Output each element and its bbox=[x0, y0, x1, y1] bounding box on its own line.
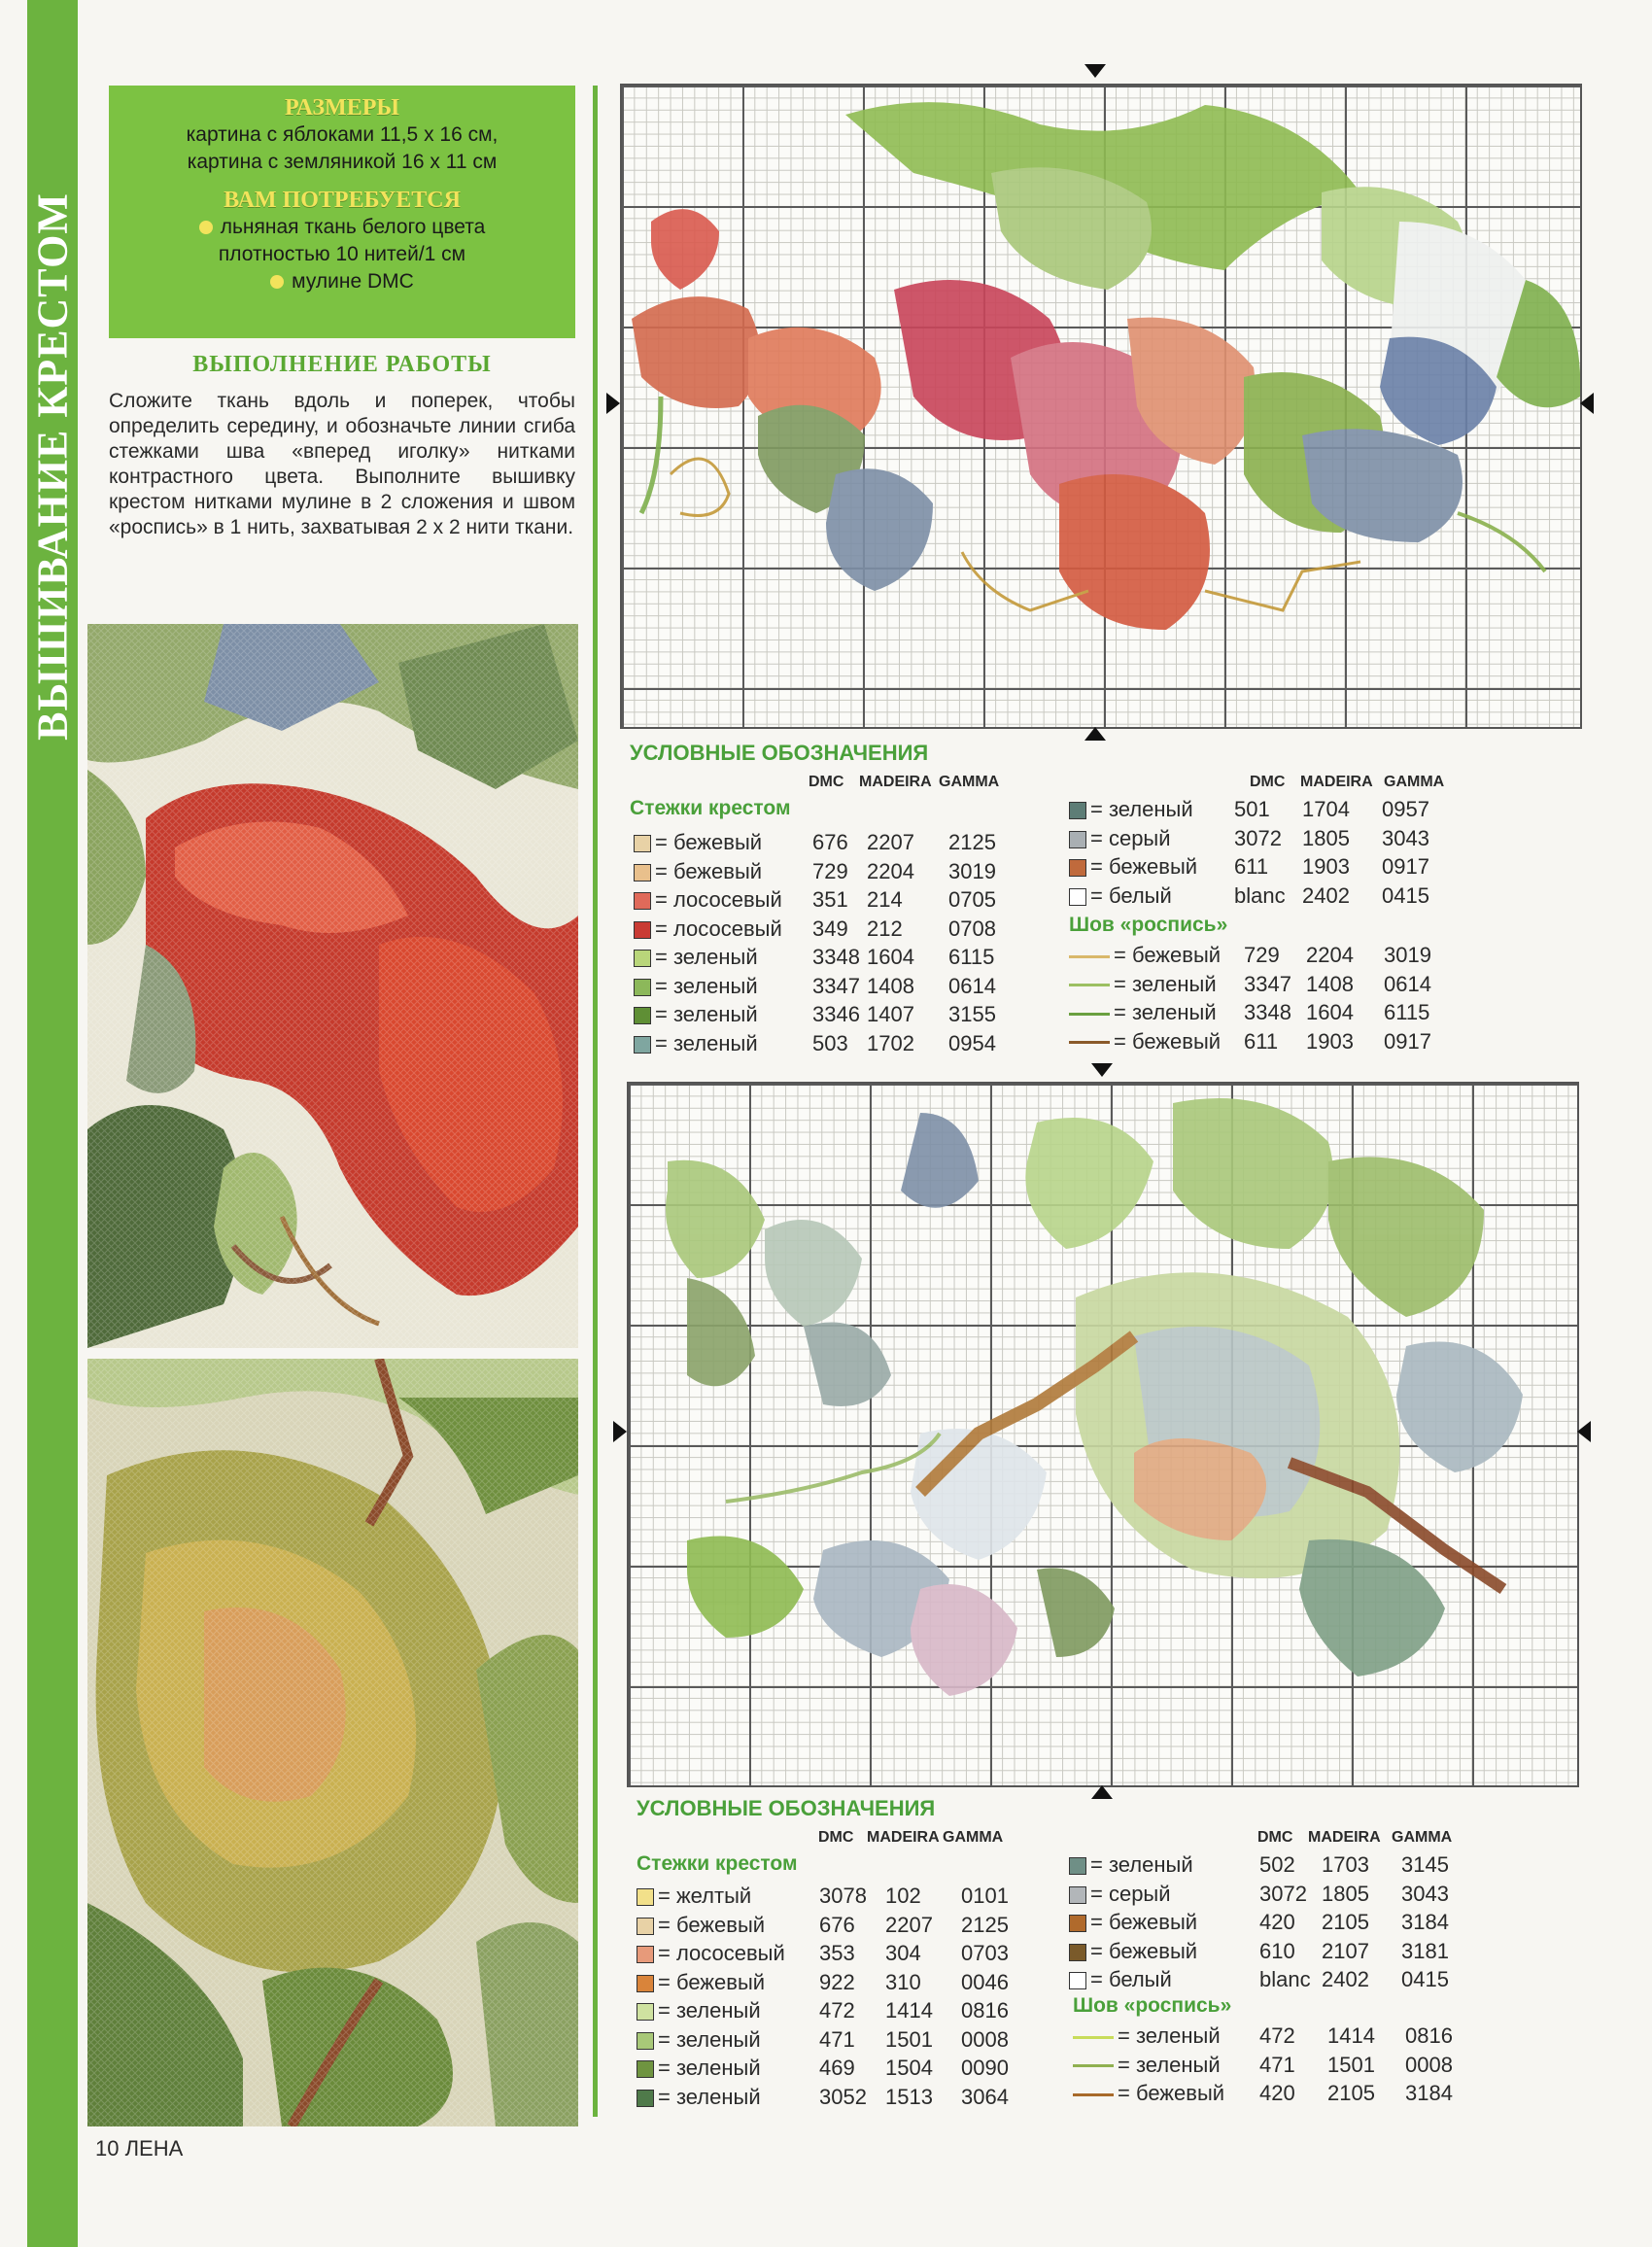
thread-code-madeira: 102 bbox=[885, 1884, 921, 1908]
legend1-back-title: Шов «роспись» bbox=[1069, 914, 1228, 936]
backstitch-line-icon bbox=[1069, 955, 1110, 958]
thread-code-madeira: 1504 bbox=[885, 2056, 933, 2080]
thread-code-gamma: 2125 bbox=[948, 830, 996, 854]
legend-row bbox=[1069, 1028, 1431, 1057]
legend-row bbox=[637, 1941, 1009, 1969]
legend2-col-dmc-r: DMC bbox=[1257, 1829, 1293, 1846]
legend-row bbox=[634, 973, 996, 1002]
stitch-symbol-icon bbox=[637, 2032, 654, 2050]
thread-code-gamma: 2125 bbox=[961, 1912, 1009, 1937]
thread-code-dmc: 3347 bbox=[1244, 971, 1291, 996]
legend-row bbox=[1069, 1910, 1449, 1938]
center-marker-icon bbox=[1580, 393, 1594, 414]
thread-code-dmc: 922 bbox=[819, 1969, 855, 1994]
thread-code-dmc: 351 bbox=[812, 887, 848, 912]
legend-row bbox=[637, 1998, 1009, 2026]
need-item-2: мулине DMC bbox=[109, 268, 575, 295]
thread-color-name: = зеленый bbox=[1090, 797, 1193, 821]
thread-code-madeira: 310 bbox=[885, 1969, 921, 1994]
thread-code-gamma: 3019 bbox=[948, 858, 996, 883]
thread-code-gamma: 0046 bbox=[961, 1969, 1009, 1994]
thread-code-dmc: 420 bbox=[1259, 2081, 1295, 2105]
thread-color-name: = бежевый bbox=[1114, 1028, 1222, 1054]
thread-code-dmc: 349 bbox=[812, 916, 848, 941]
stitch-symbol-icon bbox=[1069, 1886, 1086, 1904]
legend1-col-dmc: DMC bbox=[809, 774, 844, 790]
magazine-name: ЛЕНА bbox=[124, 2136, 184, 2161]
thread-code-gamma: 3064 bbox=[961, 2084, 1009, 2109]
legend1-col-madeira: MADEIRA bbox=[859, 774, 932, 790]
thread-color-name: = зеленый bbox=[1118, 2052, 1221, 2077]
thread-code-gamma: 0705 bbox=[948, 887, 996, 912]
stitch-symbol-icon bbox=[634, 979, 651, 996]
legend-row bbox=[637, 2026, 1009, 2056]
thread-code-madeira: 1604 bbox=[867, 945, 914, 969]
legend-row bbox=[634, 1002, 996, 1030]
stitch-symbol-icon bbox=[634, 1036, 651, 1054]
stitch-symbol-icon bbox=[1069, 831, 1086, 848]
thread-code-madeira: 1903 bbox=[1306, 1028, 1354, 1054]
backstitch-line-icon bbox=[1069, 1041, 1110, 1044]
thread-color-name: = зеленый bbox=[1114, 1000, 1217, 1024]
stitch-symbol-icon bbox=[637, 1918, 654, 1935]
thread-code-dmc: 353 bbox=[819, 1941, 855, 1965]
thread-code-madeira: 214 bbox=[867, 887, 903, 912]
legend1-backstitch bbox=[1069, 943, 1477, 1059]
legend1-col-madeira-r: MADEIRA bbox=[1300, 774, 1373, 790]
legend2-col-dmc: DMC bbox=[818, 1829, 854, 1846]
thread-code-madeira: 1501 bbox=[1327, 2052, 1375, 2077]
backstitch-line-icon bbox=[1073, 2036, 1114, 2039]
backstitch-line-icon bbox=[1073, 2093, 1114, 2096]
legend2-cross-left bbox=[637, 1884, 1045, 2117]
thread-code-dmc: 611 bbox=[1234, 854, 1269, 879]
thread-code-madeira: 2402 bbox=[1322, 1967, 1369, 1991]
thread-code-gamma: 0816 bbox=[961, 1998, 1009, 2022]
legend-row bbox=[1069, 854, 1429, 882]
legend2-back-title: Шов «роспись» bbox=[1073, 1994, 1232, 2017]
thread-code-dmc: 3052 bbox=[819, 2084, 867, 2109]
thread-code-madeira: 1408 bbox=[1306, 971, 1354, 996]
backstitch-line-icon bbox=[1073, 2064, 1114, 2067]
center-marker-icon bbox=[613, 1421, 627, 1442]
chart-strawberries bbox=[620, 84, 1582, 729]
thread-code-gamma: 0703 bbox=[961, 1941, 1009, 1965]
stitch-symbol-icon bbox=[1069, 1857, 1086, 1875]
work-text: Сложите ткань вдоль и поперек, чтобы определить середину, и обозначьте линии сгиба стежками шва «вперед иголку» нитками контрастного цвета. Выполните вышивку крестом нитками мулине в 2 сложения и швом «роспись» в 1 нить, захватывая 2 x 2 нити ткани. bbox=[109, 390, 575, 538]
thread-color-name: = зеленый bbox=[655, 1002, 758, 1026]
photo-strawberries bbox=[87, 624, 578, 1348]
stitch-symbol-icon bbox=[1069, 1972, 1086, 1989]
thread-color-name: = зеленый bbox=[658, 1998, 761, 2022]
legend-row bbox=[1069, 1000, 1430, 1028]
thread-code-dmc: 3346 bbox=[812, 1002, 860, 1026]
thread-code-madeira: 2207 bbox=[885, 1912, 933, 1937]
thread-color-name: = бежевый bbox=[1090, 854, 1198, 879]
thread-code-gamma: 0415 bbox=[1401, 1967, 1449, 1991]
thread-code-gamma: 0614 bbox=[948, 973, 996, 998]
stitch-symbol-icon bbox=[637, 1975, 654, 1992]
stitch-symbol-icon bbox=[634, 921, 651, 939]
thread-code-gamma: 0954 bbox=[948, 1030, 996, 1055]
thread-code-madeira: 1604 bbox=[1306, 1000, 1354, 1024]
backstitch-line-icon bbox=[1069, 1013, 1110, 1016]
thread-color-name: = желтый bbox=[658, 1884, 752, 1908]
thread-code-dmc: 502 bbox=[1259, 1852, 1295, 1877]
center-marker-icon bbox=[1577, 1421, 1591, 1442]
thread-color-name: = зеленый bbox=[1090, 1852, 1193, 1877]
thread-color-name: = зеленый bbox=[658, 2026, 761, 2052]
sizes-title: РАЗМЕРЫ bbox=[285, 95, 399, 121]
thread-color-name: = зеленый bbox=[658, 2056, 761, 2080]
stitch-symbol-icon bbox=[1069, 859, 1086, 877]
legend1-cross-left bbox=[634, 830, 1022, 1063]
thread-code-dmc: 3078 bbox=[819, 1884, 867, 1908]
thread-code-dmc: 3072 bbox=[1259, 1881, 1307, 1906]
thread-code-madeira: 2204 bbox=[867, 858, 914, 883]
legend-row bbox=[637, 1912, 1009, 1941]
thread-code-madeira: 1702 bbox=[867, 1030, 914, 1055]
thread-color-name: = зеленый bbox=[655, 945, 758, 969]
work-title: ВЫПОЛНЕНИЕ РАБОТЫ bbox=[192, 352, 492, 377]
backstitch-line-icon bbox=[1069, 984, 1110, 986]
thread-code-dmc: 472 bbox=[1259, 2023, 1295, 2048]
thread-code-madeira: 2207 bbox=[867, 830, 914, 854]
thread-code-gamma: 3043 bbox=[1382, 825, 1429, 850]
thread-code-dmc: 501 bbox=[1234, 797, 1270, 821]
bullet-icon bbox=[199, 221, 213, 234]
legend1-title: УСЛОВНЫЕ ОБОЗНАЧЕНИЯ bbox=[630, 741, 929, 765]
thread-code-gamma: 0816 bbox=[1405, 2023, 1453, 2048]
thread-color-name: = бежевый bbox=[1090, 1910, 1198, 1934]
thread-code-dmc: blanc bbox=[1259, 1967, 1311, 1991]
thread-color-name: = бежевый bbox=[1118, 2081, 1225, 2105]
thread-code-madeira: 1704 bbox=[1302, 797, 1350, 821]
legend2-cross-title: Стежки крестом bbox=[637, 1852, 798, 1875]
thread-code-gamma: 0917 bbox=[1382, 854, 1429, 879]
stitch-symbol-icon bbox=[637, 2090, 654, 2107]
legend1-cross-right bbox=[1069, 797, 1458, 914]
legend-row bbox=[1069, 825, 1429, 854]
thread-code-dmc: 610 bbox=[1259, 1938, 1295, 1963]
thread-code-gamma: 0101 bbox=[961, 1884, 1009, 1908]
legend1-cross-title: Стежки крестом bbox=[630, 797, 791, 819]
stitch-symbol-icon bbox=[637, 2003, 654, 2021]
legend2-backstitch bbox=[1073, 2023, 1481, 2111]
thread-code-dmc: 676 bbox=[819, 1912, 855, 1937]
thread-color-name: = бежевый bbox=[658, 1912, 766, 1937]
thread-code-gamma: 0708 bbox=[948, 916, 996, 941]
legend2-col-madeira-r: MADEIRA bbox=[1308, 1829, 1381, 1846]
side-title: ВЫШИВАНИЕ КРЕСТОМ bbox=[28, 192, 77, 741]
thread-code-madeira: 1513 bbox=[885, 2084, 933, 2109]
thread-code-gamma: 3043 bbox=[1401, 1881, 1449, 1906]
footer-bar bbox=[27, 2138, 78, 2247]
thread-code-madeira: 212 bbox=[867, 916, 903, 941]
stitch-symbol-icon bbox=[634, 1007, 651, 1024]
center-marker-icon bbox=[1084, 727, 1106, 741]
thread-code-madeira: 1414 bbox=[885, 1998, 933, 2022]
legend2-col-gamma: GAMMA bbox=[943, 1829, 1004, 1846]
legend-row bbox=[1073, 2023, 1453, 2052]
legend1-col-gamma: GAMMA bbox=[939, 774, 1000, 790]
thread-code-madeira: 1414 bbox=[1327, 2023, 1375, 2048]
legend-row bbox=[634, 887, 996, 916]
thread-color-name: = серый bbox=[1090, 1881, 1171, 1906]
thread-code-dmc: 3348 bbox=[1244, 1000, 1291, 1024]
legend-row bbox=[1069, 882, 1429, 912]
thread-code-dmc: 503 bbox=[812, 1030, 848, 1055]
thread-color-name: = лососевый bbox=[655, 887, 782, 912]
page-number: 10 bbox=[95, 2136, 120, 2161]
thread-code-gamma: 6115 bbox=[1384, 1000, 1430, 1024]
thread-code-gamma: 3181 bbox=[1401, 1938, 1449, 1963]
sizes-line-2: картина с земляникой 16 x 11 см bbox=[187, 151, 498, 173]
thread-code-madeira: 2105 bbox=[1322, 1910, 1369, 1934]
legend-row bbox=[634, 916, 996, 945]
thread-code-madeira: 1407 bbox=[867, 1002, 914, 1026]
thread-code-madeira: 2105 bbox=[1327, 2081, 1375, 2105]
thread-color-name: = лососевый bbox=[658, 1941, 785, 1965]
thread-code-dmc: 611 bbox=[1244, 1028, 1279, 1054]
center-marker-icon bbox=[606, 393, 620, 414]
legend-row bbox=[634, 830, 996, 858]
thread-code-gamma: 0415 bbox=[1382, 882, 1429, 908]
thread-code-dmc: 471 bbox=[1259, 2052, 1295, 2077]
thread-color-name: = бежевый bbox=[1114, 943, 1222, 967]
thread-color-name: = бежевый bbox=[658, 1969, 766, 1994]
thread-code-gamma: 3155 bbox=[948, 1002, 996, 1026]
thread-code-dmc: 3348 bbox=[812, 945, 860, 969]
thread-code-madeira: 1408 bbox=[867, 973, 914, 998]
legend-row bbox=[637, 2056, 1009, 2084]
legend-row bbox=[637, 1969, 1009, 1998]
thread-code-madeira: 1903 bbox=[1302, 854, 1350, 879]
thread-color-name: = белый bbox=[1090, 882, 1172, 908]
legend-row bbox=[1069, 1852, 1449, 1881]
legend-row bbox=[1069, 1938, 1449, 1967]
thread-code-madeira: 2204 bbox=[1306, 943, 1354, 967]
legend-row bbox=[637, 1884, 1009, 1912]
legend-row bbox=[634, 1030, 996, 1059]
legend2-cross-right bbox=[1069, 1852, 1477, 1998]
page-footer bbox=[95, 2136, 183, 2161]
stitch-symbol-icon bbox=[634, 892, 651, 910]
thread-code-dmc: 472 bbox=[819, 1998, 855, 2022]
thread-code-gamma: 0917 bbox=[1384, 1028, 1431, 1054]
thread-code-gamma: 3184 bbox=[1401, 1910, 1449, 1934]
thread-code-madeira: 2107 bbox=[1322, 1938, 1369, 1963]
legend2-col-gamma-r: GAMMA bbox=[1392, 1829, 1453, 1846]
chart-apples bbox=[627, 1082, 1579, 1787]
stitch-symbol-icon bbox=[637, 1946, 654, 1963]
thread-code-madeira: 1703 bbox=[1322, 1852, 1369, 1877]
thread-code-madeira: 1501 bbox=[885, 2026, 933, 2052]
thread-code-gamma: 0957 bbox=[1382, 797, 1429, 821]
bullet-icon bbox=[270, 275, 284, 289]
thread-code-dmc: 729 bbox=[812, 858, 848, 883]
thread-color-name: = белый bbox=[1090, 1967, 1172, 1991]
thread-color-name: = бежевый bbox=[655, 858, 763, 883]
stitch-symbol-icon bbox=[637, 2060, 654, 2078]
need-item-1: льняная ткань белого цвета bbox=[109, 214, 575, 241]
center-marker-icon bbox=[1091, 1785, 1113, 1799]
legend-row bbox=[637, 2084, 1009, 2113]
thread-code-gamma: 0090 bbox=[961, 2056, 1009, 2080]
stitch-symbol-icon bbox=[634, 835, 651, 852]
stitch-symbol-icon bbox=[1069, 888, 1086, 906]
thread-color-name: = серый bbox=[1090, 825, 1171, 850]
legend-row bbox=[1069, 1881, 1449, 1910]
thread-color-name: = бежевый bbox=[1090, 1938, 1198, 1963]
thread-code-madeira: 2402 bbox=[1302, 882, 1350, 908]
thread-code-gamma: 3184 bbox=[1405, 2081, 1453, 2105]
info-box bbox=[109, 86, 575, 338]
column-divider bbox=[593, 86, 598, 2117]
legend2-col-madeira: MADEIRA bbox=[867, 1829, 940, 1846]
legend-row bbox=[634, 945, 995, 973]
thread-code-gamma: 0008 bbox=[1405, 2052, 1453, 2077]
thread-code-madeira: 1805 bbox=[1302, 825, 1350, 850]
thread-color-name: = зеленый bbox=[1118, 2023, 1221, 2048]
thread-code-dmc: 3347 bbox=[812, 973, 860, 998]
stitch-symbol-icon bbox=[634, 950, 651, 967]
thread-code-dmc: 469 bbox=[819, 2056, 855, 2080]
thread-color-name: = зеленый bbox=[655, 1030, 758, 1055]
need-title: ВАМ ПОТРЕБУЕТСЯ bbox=[224, 188, 461, 213]
thread-code-gamma: 3145 bbox=[1401, 1852, 1449, 1877]
thread-color-name: = лососевый bbox=[655, 916, 782, 941]
thread-code-madeira: 304 bbox=[885, 1941, 921, 1965]
legend-row bbox=[1073, 2081, 1453, 2109]
thread-code-gamma: 0008 bbox=[961, 2026, 1009, 2052]
legend-row bbox=[634, 858, 996, 887]
thread-code-dmc: 471 bbox=[819, 2026, 855, 2052]
thread-code-gamma: 0614 bbox=[1384, 971, 1431, 996]
thread-color-name: = зеленый bbox=[1114, 971, 1217, 996]
legend2-title: УСЛОВНЫЕ ОБОЗНАЧЕНИЯ bbox=[637, 1796, 936, 1820]
thread-code-dmc: 3072 bbox=[1234, 825, 1282, 850]
thread-code-dmc: 420 bbox=[1259, 1910, 1295, 1934]
legend1-col-gamma-r: GAMMA bbox=[1384, 774, 1445, 790]
need-item-1b: плотностью 10 нитей/1 см bbox=[218, 243, 466, 265]
sizes-line-1: картина с яблоками 11,5 x 16 см, bbox=[186, 123, 499, 146]
stitch-symbol-icon bbox=[634, 864, 651, 882]
stitch-symbol-icon bbox=[637, 1888, 654, 1906]
stitch-symbol-icon bbox=[1069, 1915, 1086, 1932]
center-marker-icon bbox=[1091, 1063, 1113, 1077]
photo-apples bbox=[87, 1359, 578, 2126]
legend-row bbox=[1069, 797, 1429, 825]
thread-code-dmc: 729 bbox=[1244, 943, 1280, 967]
thread-code-dmc: 676 bbox=[812, 830, 848, 854]
thread-color-name: = зеленый bbox=[658, 2084, 761, 2109]
legend1-col-dmc-r: DMC bbox=[1250, 774, 1286, 790]
thread-code-dmc: blanc bbox=[1234, 882, 1286, 908]
stitch-symbol-icon bbox=[1069, 1944, 1086, 1961]
stitch-symbol-icon bbox=[1069, 802, 1086, 819]
legend-row bbox=[1073, 2052, 1453, 2081]
thread-color-name: = зеленый bbox=[655, 973, 758, 998]
center-marker-icon bbox=[1084, 64, 1106, 78]
thread-color-name: = бежевый bbox=[655, 830, 763, 854]
thread-code-madeira: 1805 bbox=[1322, 1881, 1369, 1906]
thread-code-gamma: 3019 bbox=[1384, 943, 1431, 967]
legend-row bbox=[1069, 1967, 1449, 1995]
legend-row bbox=[1069, 971, 1431, 1000]
legend-row bbox=[1069, 943, 1431, 971]
thread-code-gamma: 6115 bbox=[948, 945, 995, 969]
